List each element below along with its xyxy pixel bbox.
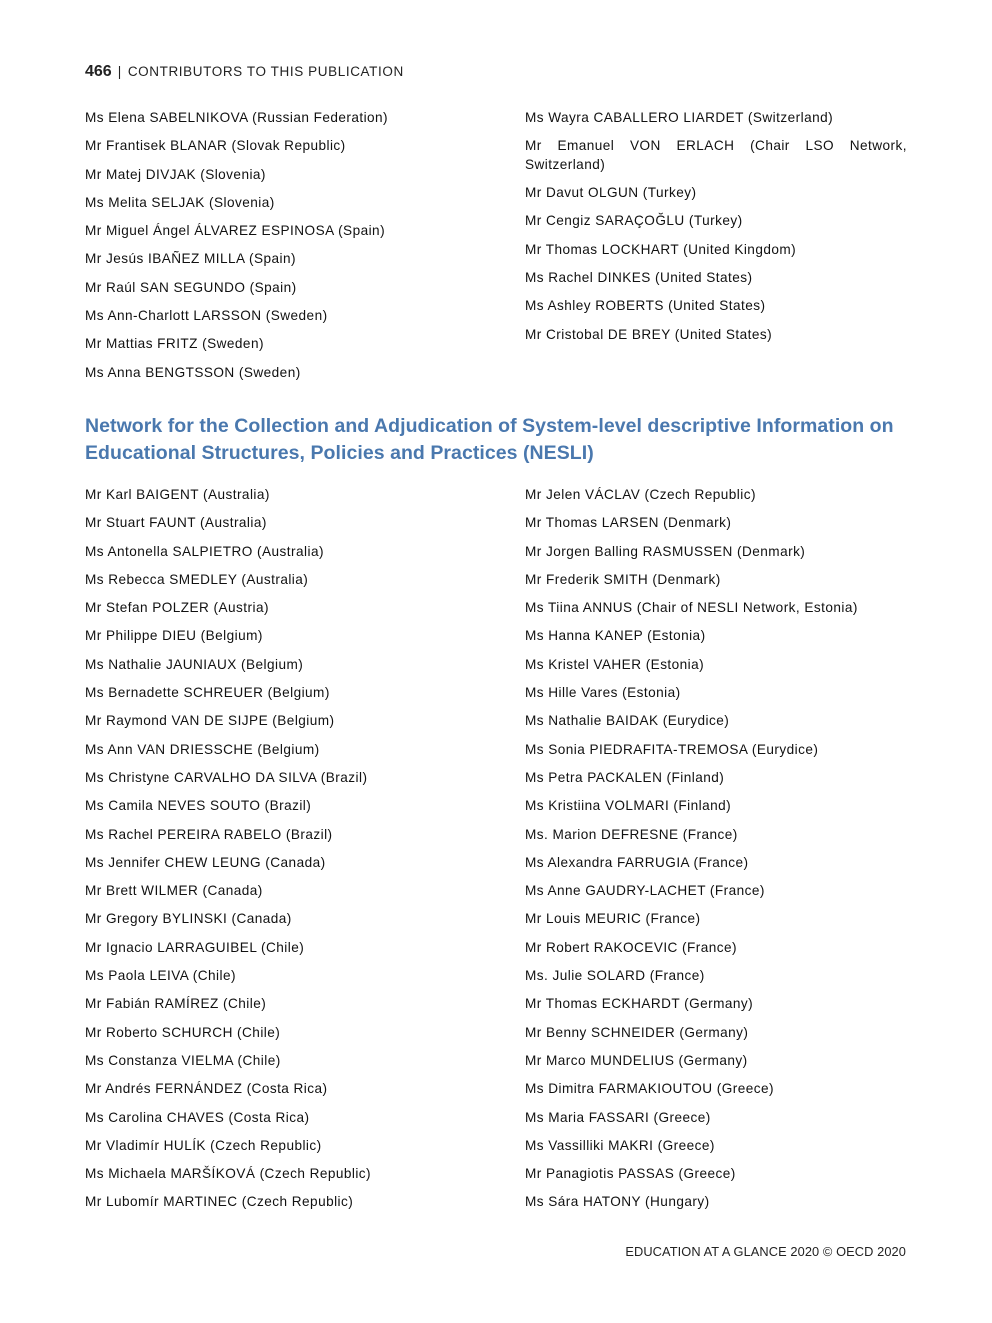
- contributor-entry: Ms Carolina CHAVES (Costa Rica): [85, 1109, 310, 1125]
- contributor-entry: Mr Louis MEURIC (France): [525, 911, 701, 927]
- contributor-entry: Ms Christyne CARVALHO DA SILVA (Brazil): [85, 769, 368, 785]
- contributor-entry: Ms. Julie SOLARD (France): [525, 968, 705, 984]
- top-left-column: [85, 109, 485, 392]
- contributor-entry: Ms Alexandra FARRUGIA (France): [525, 854, 749, 870]
- contributor-entry: Ms Kristiina VOLMARI (Finland): [525, 798, 732, 814]
- contributor-entry: Mr Stefan POLZER (Austria): [85, 600, 269, 616]
- header-section-title: CONTRIBUTORS TO THIS PUBLICATION: [127, 64, 404, 79]
- contributor-entry: Ms Hille Vares (Estonia): [525, 685, 681, 701]
- contributor-entry: Mr Cengiz SARAÇOĞLU (Turkey): [525, 213, 743, 229]
- contributor-entry: Mr Jelen VÁCLAV (Czech Republic): [525, 487, 756, 502]
- contributor-entry: Ms Constanza VIELMA (Chile): [85, 1052, 281, 1068]
- nesli-right-column: [525, 486, 925, 1222]
- contributor-entry: Mr Thomas ECKHARDT (Germany): [525, 996, 754, 1012]
- nesli-section-title: Network for the Collection and Adjudication of System-level descriptive Information on Educational Structures, Policies and Practices (NESLI): [85, 415, 894, 464]
- contributor-entry: Ms. Marion DEFRESNE (France): [525, 826, 738, 842]
- page-footer: EDUCATION AT A GLANCE 2020 © OECD 2020: [625, 1244, 906, 1259]
- contributor-entry: Ms Petra PACKALEN (Finland): [525, 769, 725, 785]
- contributor-entry: Mr Ignacio LARRAGUIBEL (Chile): [85, 939, 305, 955]
- contributor-entry: Mr Cristobal DE BREY (United States): [525, 326, 773, 342]
- contributor-entry: Ms Anna BENGTSSON (Sweden): [85, 364, 301, 380]
- contributor-entry: Ms Rebecca SMEDLEY (Australia): [85, 571, 309, 587]
- contributor-entry: Mr Frantisek BLANAR (Slovak Republic): [85, 138, 346, 154]
- contributor-entry: Ms Nathalie BAIDAK (Eurydice): [525, 713, 730, 729]
- contributor-entry: Ms Dimitra FARMAKIOUTOU (Greece): [525, 1081, 775, 1097]
- contributor-entry: Mr Roberto SCHURCH (Chile): [85, 1024, 281, 1040]
- contributor-entry: Ms Sára HATONY (Hungary): [525, 1194, 710, 1210]
- contributor-entry: Ms Wayra CABALLERO LIARDET (Switzerland): [525, 110, 834, 125]
- page-header: [85, 63, 404, 81]
- contributor-entry: Ms Jennifer CHEW LEUNG (Canada): [85, 854, 326, 870]
- contributor-entry: Mr Jesús IBAÑEZ MILLA (Spain): [85, 251, 296, 267]
- contributor-entry: Mr Panagiotis PASSAS (Greece): [525, 1166, 736, 1182]
- nesli-left-column: [85, 486, 505, 1222]
- contributor-entry: Ms Ashley ROBERTS (United States): [525, 298, 766, 314]
- contributor-entry: Mr Gregory BYLINSKI (Canada): [85, 911, 292, 927]
- contributor-entry: Ms Rachel DINKES (United States): [525, 269, 753, 285]
- contributor-entry: Mr Marco MUNDELIUS (Germany): [525, 1052, 748, 1068]
- contributor-entry: Mr Raúl SAN SEGUNDO (Spain): [85, 279, 297, 295]
- contributor-entry: Ms Antonella SALPIETRO (Australia): [85, 543, 324, 559]
- contributor-entry: Ms Elena SABELNIKOVA (Russian Federation): [85, 110, 389, 125]
- contributor-entry: Mr Benny SCHNEIDER (Germany): [525, 1024, 749, 1040]
- contributor-entry: Mr Andrés FERNÁNDEZ (Costa Rica): [85, 1081, 328, 1097]
- contributor-entry: Ms Ann-Charlott LARSSON (Sweden): [85, 308, 328, 324]
- contributor-entry: Ms Vassilliki MAKRI (Greece): [525, 1137, 715, 1153]
- contributor-entry: Mr Frederik SMITH (Denmark): [525, 571, 721, 587]
- header-separator: |: [117, 64, 122, 79]
- contributor-entry: Mr Brett WILMER (Canada): [85, 883, 263, 899]
- page-number: 466: [85, 63, 112, 80]
- contributor-entry: Ms Anne GAUDRY-LACHET (France): [525, 883, 765, 899]
- contributor-entry: Mr Davut OLGUN (Turkey): [525, 185, 697, 201]
- contributor-entry: Mr Stuart FAUNT (Australia): [85, 515, 267, 531]
- contributor-entry: Ms Kristel VAHER (Estonia): [525, 656, 705, 672]
- contributor-entry: Mr Thomas LARSEN (Denmark): [525, 515, 732, 531]
- contributor-entry: Ms Sonia PIEDRAFITA-TREMOSA (Eurydice): [525, 741, 819, 757]
- contributor-entry: Mr Thomas LOCKHART (United Kingdom): [525, 241, 797, 257]
- contributor-entry: Ms Paola LEIVA (Chile): [85, 968, 236, 984]
- contributor-entry: Ms Hanna KANEP (Estonia): [525, 628, 706, 644]
- contributor-entry: Ms Tiina ANNUS (Chair of NESLI Network, Estonia): [525, 600, 858, 616]
- contributor-entry: Ms Camila NEVES SOUTO (Brazil): [85, 798, 312, 814]
- contributor-entry: Mr Vladimír HULÍK (Czech Republic): [85, 1137, 322, 1153]
- contributor-entry: Mr Fabián RAMÍREZ (Chile): [85, 996, 267, 1012]
- contributor-entry: Mr Mattias FRITZ (Sweden): [85, 336, 264, 352]
- contributor-entry: Ms Ann VAN DRIESSCHE (Belgium): [85, 741, 320, 757]
- contributor-entry: Mr Karl BAIGENT (Australia): [85, 487, 270, 502]
- contributor-entry: Mr Emanuel VON ERLACH (Chair LSO Network, Switzerland): [525, 138, 907, 172]
- contributor-entry: Ms Michaela MARŠÍKOVÁ (Czech Republic): [85, 1166, 372, 1182]
- contributor-entry: Mr Jorgen Balling RASMUSSEN (Denmark): [525, 543, 806, 559]
- contributor-entry: Mr Matej DIVJAK (Slovenia): [85, 166, 266, 182]
- contributor-entry: Mr Lubomír MARTINEC (Czech Republic): [85, 1194, 354, 1210]
- contributor-entry: Ms Melita SELJAK (Slovenia): [85, 194, 275, 210]
- contributor-entry: Ms Rachel PEREIRA RABELO (Brazil): [85, 826, 333, 842]
- contributor-entry: Ms Bernadette SCHREUER (Belgium): [85, 685, 330, 701]
- contributor-entry: Ms Nathalie JAUNIAUX (Belgium): [85, 656, 304, 672]
- top-right-column: [525, 109, 907, 354]
- contributor-entry: Ms Maria FASSARI (Greece): [525, 1109, 711, 1125]
- contributor-entry: Mr Philippe DIEU (Belgium): [85, 628, 263, 644]
- contributor-entry: Mr Robert RAKOCEVIC (France): [525, 939, 738, 955]
- contributor-entry: Mr Miguel Ángel ÁLVAREZ ESPINOSA (Spain): [85, 223, 386, 239]
- contributor-entry: Mr Raymond VAN DE SIJPE (Belgium): [85, 713, 335, 729]
